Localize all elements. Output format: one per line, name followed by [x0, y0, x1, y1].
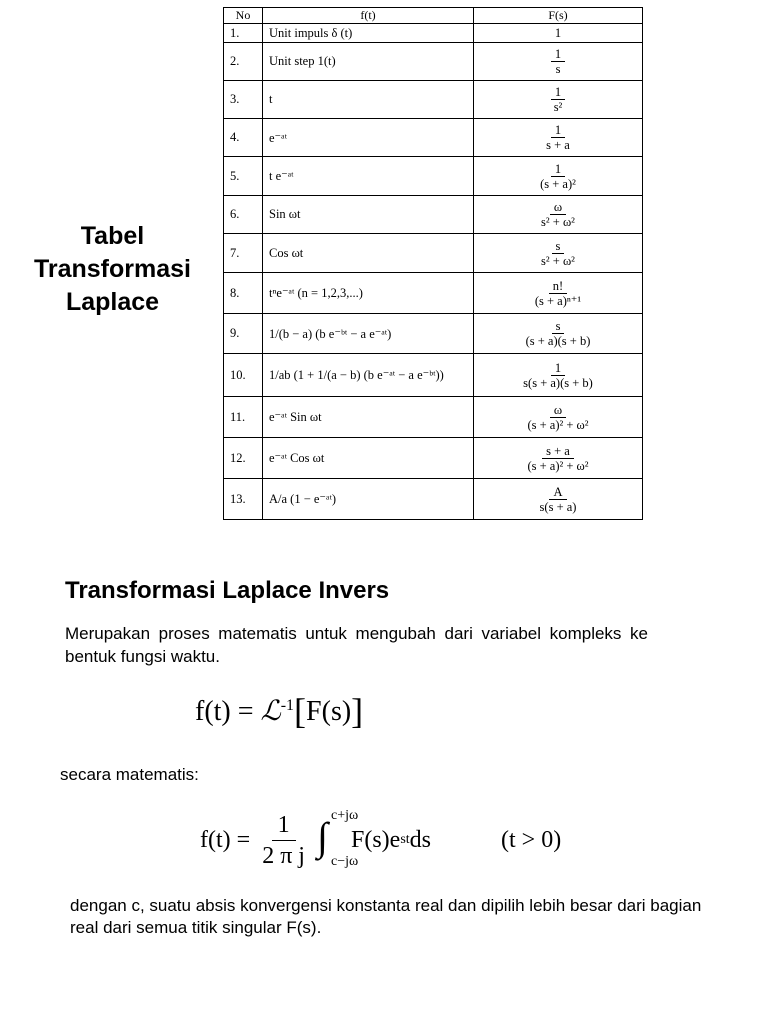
- row-ft: t e⁻ᵃᵗ: [263, 157, 474, 196]
- row-ft: e⁻ᵃᵗ Sin ωt: [263, 397, 474, 438]
- fs-denominator: s² + ω²: [541, 253, 575, 268]
- table-row: [224, 314, 643, 354]
- side-title: [10, 220, 215, 319]
- table-row: [224, 196, 643, 234]
- header-no: No: [224, 8, 263, 24]
- row-no: 9.: [224, 314, 263, 354]
- row-no: 2.: [224, 43, 263, 81]
- row-no: 12.: [224, 438, 263, 479]
- table-row: [224, 273, 643, 314]
- row-ft: 1/ab (1 + 1/(a − b) (b e⁻ᵃᵗ − a e⁻ᵇᵗ)): [263, 354, 474, 397]
- fs-denominator: (s + a)²: [540, 176, 576, 191]
- eq1-close-bracket: ]: [351, 691, 364, 731]
- row-no: 7.: [224, 234, 263, 273]
- row-fs: [474, 397, 643, 438]
- row-fs: [474, 234, 643, 273]
- table-row: [224, 354, 643, 397]
- fs-numerator: ω: [550, 200, 566, 215]
- row-ft: e⁻ᵃᵗ Cos ωt: [263, 438, 474, 479]
- table-row: [224, 438, 643, 479]
- row-no: 8.: [224, 273, 263, 314]
- row-no: 11.: [224, 397, 263, 438]
- fs-numerator: n!: [549, 279, 567, 294]
- header-ft: f(t): [263, 8, 474, 24]
- integral-lower-limit: c−jω: [330, 854, 359, 869]
- row-fs: [474, 354, 643, 397]
- row-ft: Unit impuls δ (t): [263, 24, 474, 43]
- fs-numerator: 1: [551, 361, 565, 376]
- fs-fraction: [550, 85, 567, 114]
- fs-numerator: 1: [551, 162, 565, 177]
- row-no: 13.: [224, 479, 263, 520]
- row-fs: [474, 314, 643, 354]
- fs-denominator: (s + a)(s + b): [525, 334, 591, 348]
- row-no: 3.: [224, 81, 263, 119]
- table-row: [224, 24, 643, 43]
- integral-symbol: [316, 808, 359, 870]
- inverse-laplace-equation: [195, 690, 363, 732]
- row-ft: Sin ωt: [263, 196, 474, 234]
- eq2-numerator: 1: [272, 810, 296, 841]
- fs-fraction: [537, 239, 579, 268]
- eq1-lhs: f(t) =: [195, 696, 261, 727]
- fs-fraction: [536, 485, 581, 514]
- table-row: [224, 81, 643, 119]
- fs-numerator: A: [549, 485, 566, 500]
- fs-denominator: s: [555, 62, 561, 76]
- row-ft: e⁻ᵃᵗ: [263, 119, 474, 157]
- convergence-note: dengan c, suatu absis konvergensi konstanta real dan dipilih lebih besar dari bagian real dari semua titik singular F(s).: [70, 896, 702, 937]
- fs-numerator: 1: [551, 85, 565, 100]
- fs-fraction: [537, 200, 579, 229]
- row-no: 1.: [224, 24, 263, 43]
- row-fs: [474, 24, 643, 43]
- table-header-row: [224, 8, 643, 24]
- eq2-differential: ds: [409, 826, 431, 853]
- fs-denominator: s(s + a): [539, 499, 577, 514]
- section-title: Transformasi Laplace Invers: [65, 577, 390, 604]
- table-row: [224, 43, 643, 81]
- row-fs: [474, 438, 643, 479]
- section-paragraph: Merupakan proses matematis untuk mengubah dari variabel kompleks ke bentuk fungsi waktu.: [65, 624, 648, 666]
- row-no: 4.: [224, 119, 263, 157]
- row-fs: [474, 157, 643, 196]
- row-ft: 1/(b − a) (b e⁻ᵇᵗ − a e⁻ᵃᵗ): [263, 314, 474, 354]
- fs-fraction: [519, 361, 597, 390]
- side-title-line: Tabel: [80, 222, 145, 250]
- eq2-integrand: F(s)e: [350, 826, 401, 853]
- row-ft: t: [263, 81, 474, 119]
- fs-fraction: [542, 123, 574, 152]
- row-ft: A/a (1 − e⁻ᵃᵗ): [263, 479, 474, 520]
- row-fs: [474, 273, 643, 314]
- row-ft: tⁿe⁻ᵃᵗ (n = 1,2,3,...): [263, 273, 474, 314]
- math-label: secara matematis:: [60, 765, 199, 784]
- row-fs: [474, 196, 643, 234]
- fs-value: 1: [554, 25, 562, 40]
- integral-upper-limit: c+jω: [330, 808, 359, 823]
- fs-numerator: s + a: [542, 444, 574, 459]
- fs-denominator: s² + ω²: [541, 215, 575, 229]
- table-row: [224, 119, 643, 157]
- fs-denominator: s + a: [546, 138, 570, 152]
- table-row: [224, 157, 643, 196]
- integral-sign: ∫: [316, 814, 328, 859]
- eq1-power: -1: [280, 697, 295, 714]
- row-no: 6.: [224, 196, 263, 234]
- fs-fraction: [523, 403, 592, 432]
- row-ft: Cos ωt: [263, 234, 474, 273]
- eq1-arg: F(s): [306, 696, 352, 727]
- fs-denominator: (s + a)² + ω²: [527, 417, 589, 432]
- fs-numerator: s: [552, 239, 565, 254]
- row-fs: [474, 81, 643, 119]
- row-fs: [474, 43, 643, 81]
- fs-numerator: 1: [551, 123, 565, 138]
- eq2-exponent: st: [400, 832, 410, 847]
- row-ft: Unit step 1(t): [263, 43, 474, 81]
- fs-fraction: [551, 47, 565, 76]
- fs-denominator: s²: [553, 100, 563, 114]
- eq2-denominator: 2 π j: [262, 842, 305, 869]
- eq2-fraction: [256, 810, 311, 871]
- row-no: 5.: [224, 157, 263, 196]
- fs-numerator: s: [552, 319, 565, 334]
- row-fs: [474, 479, 643, 520]
- fs-numerator: 1: [551, 47, 565, 62]
- fs-denominator: (s + a)ⁿ⁺¹: [534, 293, 582, 308]
- table-row: [224, 234, 643, 273]
- table-row: [224, 397, 643, 438]
- header-fs: F(s): [474, 8, 643, 24]
- row-fs: [474, 119, 643, 157]
- fs-numerator: ω: [550, 403, 566, 418]
- fs-fraction: [536, 162, 580, 191]
- fs-fraction: [522, 319, 595, 348]
- eq2-condition: (t > 0): [501, 826, 562, 853]
- eq1-open-bracket: [: [294, 691, 307, 731]
- table-row: [224, 479, 643, 520]
- side-title-line: Laplace: [65, 288, 160, 316]
- fs-denominator: (s + a)² + ω²: [527, 458, 589, 473]
- fs-fraction: [531, 279, 585, 308]
- side-title-line: Transformasi: [33, 255, 191, 283]
- laplace-operator: ℒ: [260, 696, 281, 727]
- row-no: 10.: [224, 354, 263, 397]
- eq2-lhs: f(t) =: [200, 826, 251, 853]
- fs-denominator: s(s + a)(s + b): [523, 375, 593, 390]
- inversion-integral-equation: [200, 805, 561, 875]
- laplace-table: [223, 7, 643, 520]
- fs-fraction: [523, 444, 592, 473]
